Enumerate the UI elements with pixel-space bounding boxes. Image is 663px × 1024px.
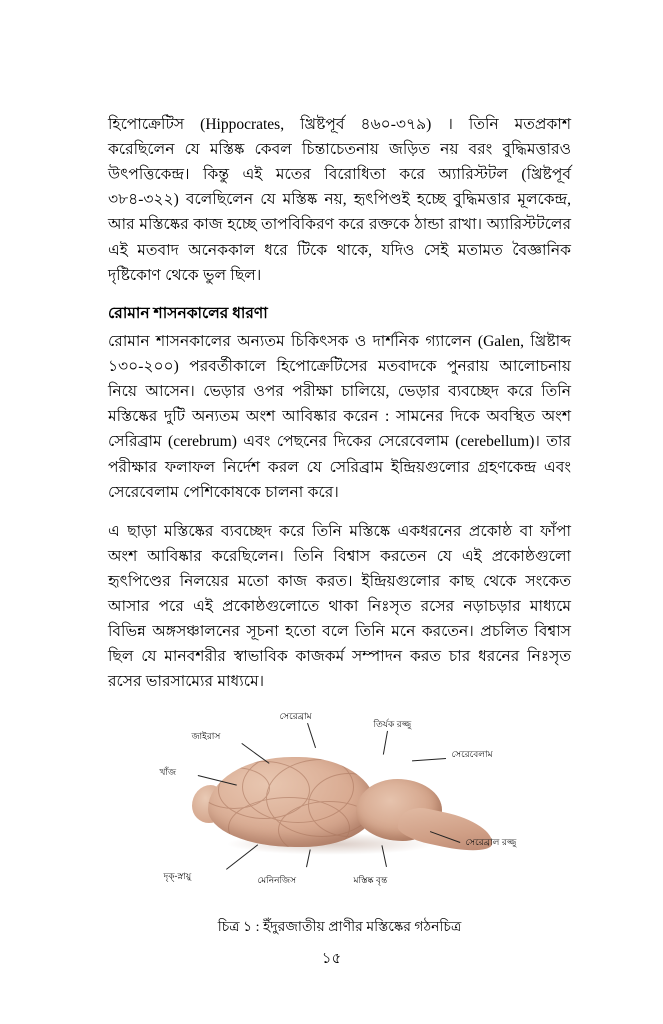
cerebrum-folds xyxy=(208,757,376,847)
leader-line xyxy=(412,758,446,761)
paragraph-2: রোমান শাসনকালের অন্যতম চিকিৎসক ও দার্শনিক গ্যালেন (Galen, খ্রিষ্টাব্দ ১৩০-২০০) পরবর্তীকালে হিপোক্রেটিসের মতবাদকে পুনরায় আলোচনায় নিয়ে আসেন। ভেড়ার ওপর পরীক্ষা চালিয়ে, ভেড়ার ব্যবচ্ছেদ করে তিনি মস্তিষ্কের দুটি অন্যতম অংশ আবিষ্কার করেন : সামনের দিকে অবস্থিত অংশ সেরিব্রাম (cerebrum) এবং পেছনের দিকের সেরেবেলাম (cerebellum)। তার পরীক্ষার ফলাফল নির্দেশ করল যে সেরিব্রাম ইন্দ্রিয়গুলোর গ্রহণকেন্দ্র এবং সেরেবেলাম পেশিকোষকে চালনা করে। xyxy=(108,333,571,501)
figure-label: খাঁজ xyxy=(159,766,177,777)
paragraph-1: হিপোক্রেটিস (Hippocrates, খ্রিষ্টপূর্ব ৪৬০-৩৭৯) । তিনি মতপ্রকাশ করেছিলেন যে মস্তিষ্ক কেবল চিন্তাচেতনায় জড়িত নয় বরং বুদ্ধিমত্তারও উৎপত্তিকেন্দ্র। কিন্তু এই মতের বিরোধিতা করে অ্যারিস্টটল (খ্রিষ্টপূর্ব ৩৮৪-৩২২) বলেছিলেন যে মস্তিষ্ক নয়, হৃৎপিণ্ডই হচ্ছে বুদ্ধিমত্তার মূলকেন্দ্র, আর মস্তিষ্কের কাজ হচ্ছে তাপবিকিরণ করে রক্তকে ঠান্ডা রাখা। অ্যারিস্টটলের এই মতবাদ অনেককাল ধরে টিকে থাকে, যদিও সেই মতামত বৈজ্ঞানিক দৃষ্টিকোণ থেকে ভুল ছিল। xyxy=(108,116,571,284)
leader-line xyxy=(241,743,269,764)
brain-diagram xyxy=(130,709,550,899)
figure-label: সেরেবেলাম xyxy=(451,748,493,759)
brain-illustration xyxy=(130,709,550,899)
figure-label: জাইরাস xyxy=(191,730,221,741)
page-number: ১৫ xyxy=(321,951,342,967)
paragraph-3: এ ছাড়া মস্তিষ্কের ব্যবচ্ছেদ করে তিনি মস্তিষ্কে একধরনের প্রকোষ্ঠ বা ফাঁপা অংশ আবিষ্কার করেছিলেন। তিনি বিশ্বাস করতেন যে এই প্রকোষ্ঠগুলো হৃৎপিণ্ডের নিলয়ের মতো কাজ করত। ইন্দ্রিয়গুলোর কাছ থেকে সংকেত আসার পরে এই প্রকোষ্ঠগুলোতে থাকা নিঃসৃত রসের নড়াচড়ার মাধ্যমে বিভিন্ন অঙ্গসঞ্চালনের সূচনা হতো বলে তিনি মনে করতেন। প্রচলিত বিশ্বাস ছিল যে মানবশরীর স্বাভাবিক কাজকর্ম সম্পাদন করত চার ধরনের নিঃসৃত রসের ভারসাম্যের মাধ্যমে। xyxy=(108,522,571,691)
leader-line xyxy=(382,730,387,754)
figure-label: মেনিনজিস xyxy=(257,874,297,885)
figure xyxy=(108,709,571,939)
figure-label: সেরেব্রাম xyxy=(279,710,312,721)
leader-line xyxy=(307,723,316,748)
figure-caption: চিত্র ১ : ইঁদুরজাতীয় প্রাণীর মস্তিষ্কের গঠনচিত্র xyxy=(217,919,462,935)
figure-label: সেরেব্রাল রজ্জু xyxy=(465,836,517,847)
figure-label: দৃক্-স্নায়ু xyxy=(163,870,192,881)
figure-label: মস্তিষ্ক বৃন্ত xyxy=(353,874,388,885)
section-heading: রোমান শাসনকালের ধারণা xyxy=(108,304,268,322)
figure-label: তির্যক রজ্জু xyxy=(373,718,412,729)
